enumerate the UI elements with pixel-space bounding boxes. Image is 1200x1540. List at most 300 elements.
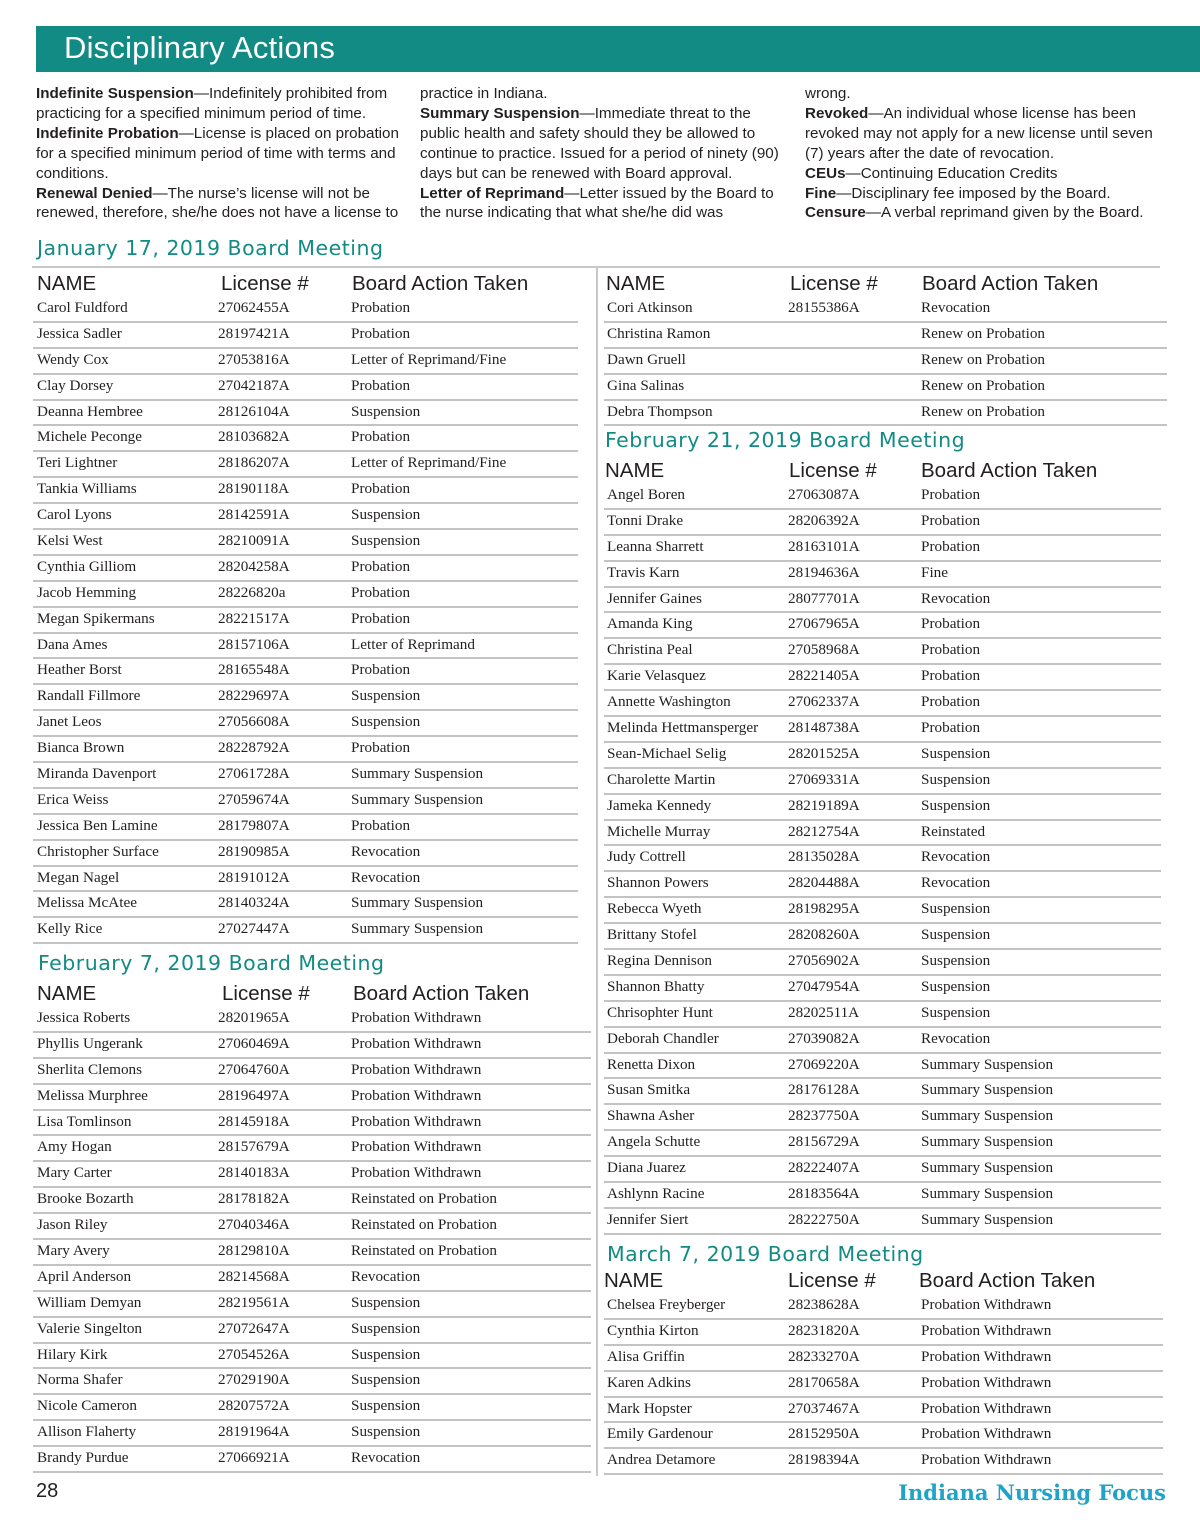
license-cell: 28222407A <box>788 1159 860 1177</box>
action-cell: Suspension <box>921 770 991 788</box>
feb21-column-headers <box>605 459 1160 483</box>
action-cell: Summary Suspension <box>921 1159 1054 1177</box>
action-cell: Summary Suspension <box>921 1133 1054 1151</box>
table-row <box>604 718 1161 744</box>
license-cell: 28204258A <box>218 557 290 575</box>
license-cell: 28198394A <box>788 1451 860 1469</box>
action-cell: Summary Suspension <box>921 1081 1054 1099</box>
definition-term: Revoked <box>805 104 869 122</box>
action-cell: Revocation <box>921 848 991 866</box>
name-cell: Lisa Tomlinson <box>37 1112 132 1130</box>
action-cell: Letter of Reprimand/Fine <box>351 454 507 472</box>
table-row <box>33 1448 591 1474</box>
action-cell: Revocation <box>921 874 991 892</box>
definition-entry <box>420 104 785 184</box>
action-cell: Probation <box>921 641 981 659</box>
definition-term: Indefinite Probation <box>36 124 179 142</box>
name-cell: Phyllis Ungerank <box>37 1034 143 1052</box>
action-cell: Reinstated <box>921 822 986 840</box>
table-row <box>33 1215 591 1241</box>
license-cell: 28157106A <box>218 635 290 653</box>
header-license: License # <box>790 272 878 295</box>
license-cell: 28179807A <box>218 816 290 834</box>
action-cell: Probation <box>921 486 981 503</box>
action-cell: Summary Suspension <box>351 765 484 783</box>
action-cell: Suspension <box>921 977 991 995</box>
name-cell: Susan Smitka <box>607 1081 691 1099</box>
action-cell: Revocation <box>351 842 421 860</box>
action-cell: Summary Suspension <box>351 920 484 938</box>
definition-entry <box>805 84 1170 104</box>
name-cell: Jessica Ben Lamine <box>37 816 158 834</box>
table-row <box>33 479 578 505</box>
header-name: NAME <box>37 272 97 295</box>
name-cell: Nicole Cameron <box>37 1397 137 1415</box>
table-row <box>33 893 578 919</box>
action-cell: Probation <box>351 324 411 342</box>
name-cell: Regina Dennison <box>607 952 713 970</box>
name-cell: Mary Carter <box>37 1164 112 1182</box>
name-cell: Brittany Stofel <box>607 926 697 944</box>
license-cell: 28229697A <box>218 687 290 705</box>
license-cell: 27064760A <box>218 1060 290 1078</box>
license-cell: 27042187A <box>218 376 290 394</box>
action-cell: Renew on Probation <box>921 324 1046 342</box>
license-cell: 28077701A <box>788 589 860 607</box>
table-row <box>33 609 578 635</box>
definition-entry <box>36 124 401 184</box>
action-cell: Probation Withdrawn <box>351 1060 482 1078</box>
action-cell: Revocation <box>921 299 991 316</box>
name-cell: Allison Flaherty <box>37 1423 137 1441</box>
name-cell: Brooke Bozarth <box>37 1190 134 1208</box>
name-cell: Jennifer Siert <box>607 1210 689 1228</box>
table-row <box>604 1210 1161 1236</box>
action-cell: Suspension <box>351 1293 421 1311</box>
definition-text: —A verbal reprimand given by the Board. <box>865 204 1144 222</box>
table-row <box>33 868 578 894</box>
header-license: License # <box>221 272 309 295</box>
license-cell: 28201525A <box>788 744 860 762</box>
name-cell: Tonni Drake <box>607 511 684 529</box>
definition-text: wrong. <box>805 85 851 102</box>
table-row <box>604 1295 1163 1321</box>
table-row <box>33 531 578 557</box>
definition-text: —Letter issued by the Board to the nurse indicating that what she/he did was <box>420 184 774 222</box>
action-cell: Suspension <box>351 402 421 420</box>
definition-entry <box>420 84 785 104</box>
header-name: NAME <box>37 982 97 1005</box>
table-row <box>33 402 578 428</box>
table-row <box>604 1347 1163 1373</box>
table-row <box>604 666 1161 692</box>
name-cell: Mark Hopster <box>607 1399 692 1417</box>
table-row <box>33 1163 591 1189</box>
definition-text: —An individual whose license has been revoked may not apply for a new license until seven (7) years after the date of revocation. <box>805 104 1153 162</box>
definition-entry <box>420 184 785 224</box>
license-cell: 28194636A <box>788 563 860 581</box>
name-cell: Dawn Gruell <box>607 350 686 368</box>
table-row <box>604 1106 1161 1132</box>
name-cell: Hilary Kirk <box>37 1345 108 1363</box>
table-row <box>33 1370 591 1396</box>
table-row <box>604 796 1161 822</box>
name-cell: Diana Juarez <box>607 1159 686 1177</box>
name-cell: Miranda Davenport <box>37 765 157 783</box>
definitions-column-3 <box>805 84 1170 223</box>
table-row <box>604 1003 1161 1029</box>
table-row <box>33 635 578 661</box>
name-cell: Brandy Purdue <box>37 1449 129 1467</box>
action-cell: Suspension <box>921 796 991 814</box>
name-cell: Amy Hogan <box>37 1138 112 1156</box>
action-cell: Probation Withdrawn <box>351 1138 482 1156</box>
license-cell: 28233270A <box>788 1347 860 1365</box>
license-cell: 28197421A <box>218 324 290 342</box>
license-cell: 28231820A <box>788 1321 860 1339</box>
name-cell: Bianca Brown <box>37 739 125 757</box>
table-row <box>604 1055 1161 1081</box>
header-action: Board Action Taken <box>919 1269 1096 1292</box>
table-row <box>33 583 578 609</box>
name-cell: Jessica Roberts <box>37 1009 131 1026</box>
table-row <box>33 764 578 790</box>
action-cell: Reinstated on Probation <box>351 1242 497 1260</box>
table-row <box>33 790 578 816</box>
action-cell: Revocation <box>351 1267 421 1285</box>
table-row <box>33 1293 591 1319</box>
table-row <box>33 712 578 738</box>
name-cell: Tankia Williams <box>37 480 137 498</box>
action-cell: Probation <box>351 609 411 627</box>
action-cell: Suspension <box>351 532 421 550</box>
action-cell: Letter of Reprimand/Fine <box>351 350 507 368</box>
name-cell: Megan Nagel <box>37 868 120 886</box>
table-row <box>33 376 578 402</box>
table-row <box>33 1034 591 1060</box>
table-row <box>604 324 1167 350</box>
license-cell: 28156729A <box>788 1133 860 1151</box>
definitions-column-2 <box>420 84 785 223</box>
license-cell: 28208260A <box>788 926 860 944</box>
name-cell: Christopher Surface <box>37 842 159 860</box>
action-cell: Probation Withdrawn <box>921 1451 1052 1469</box>
name-cell: Shawna Asher <box>607 1107 695 1125</box>
name-cell: Norma Shafer <box>37 1371 123 1389</box>
action-cell: Probation <box>351 557 411 575</box>
name-cell: Shannon Bhatty <box>607 977 705 995</box>
definition-entry <box>36 84 401 124</box>
action-cell: Probation Withdrawn <box>351 1086 482 1104</box>
definition-term: Renewal Denied <box>36 184 153 202</box>
license-cell: 28201965A <box>218 1009 290 1026</box>
license-cell: 28165548A <box>218 661 290 679</box>
definition-text: —Disciplinary fee imposed by the Board. <box>836 184 1111 202</box>
name-cell: Megan Spikermans <box>37 609 155 627</box>
name-cell: Teri Lightner <box>37 454 118 472</box>
license-cell: 27061728A <box>218 765 290 783</box>
header-action: Board Action Taken <box>352 272 529 295</box>
license-cell: 28198295A <box>788 900 860 918</box>
table-row <box>33 1396 591 1422</box>
definition-text: —Continuing Education Credits <box>845 164 1058 182</box>
license-cell: 27037467A <box>788 1399 860 1417</box>
table-row <box>604 511 1161 537</box>
license-cell: 28214568A <box>218 1267 290 1285</box>
definition-entry <box>805 184 1170 204</box>
license-cell: 28176128A <box>788 1081 860 1099</box>
table-row <box>33 1060 591 1086</box>
name-cell: Amanda King <box>607 615 693 633</box>
license-cell: 28210091A <box>218 532 290 550</box>
name-cell: Jessica Sadler <box>37 324 122 342</box>
license-cell: 28145918A <box>218 1112 290 1130</box>
name-cell: Chelsea Freyberger <box>607 1296 726 1313</box>
action-cell: Suspension <box>351 1319 421 1337</box>
license-cell: 28222750A <box>788 1210 860 1228</box>
license-cell: 28228792A <box>218 739 290 757</box>
name-cell: Heather Borst <box>37 661 122 679</box>
license-cell: 28226820a <box>218 583 286 601</box>
header-license: License # <box>788 1269 876 1292</box>
action-cell: Renew on Probation <box>921 350 1046 368</box>
license-cell: 27062455A <box>218 299 290 316</box>
license-cell: 28221405A <box>788 667 860 685</box>
name-cell: Sherlita Clemons <box>37 1060 143 1078</box>
name-cell: Travis Karn <box>607 563 680 581</box>
feb21-table <box>604 485 1161 1236</box>
header-name: NAME <box>604 1269 664 1292</box>
name-cell: Christina Peal <box>607 641 693 659</box>
action-cell: Summary Suspension <box>921 1055 1054 1073</box>
table-row <box>604 847 1161 873</box>
name-cell: Judy Cottrell <box>607 848 686 866</box>
action-cell: Suspension <box>921 952 991 970</box>
table-row <box>604 485 1161 511</box>
mar7-column-headers <box>604 1269 1159 1293</box>
table-row <box>33 1086 591 1112</box>
header-license: License # <box>789 459 877 482</box>
license-cell: 27072647A <box>218 1319 290 1337</box>
definition-term: Indefinite Suspension <box>36 85 194 102</box>
action-cell: Probation <box>921 511 981 529</box>
table-row <box>604 537 1161 563</box>
definition-text: —The nurse’s license will not be renewed, therefore, she/he does not have a license to <box>36 184 399 222</box>
table-row <box>33 1137 591 1163</box>
feb7-table <box>33 1008 591 1474</box>
name-cell: Mary Avery <box>37 1242 110 1260</box>
table-row <box>604 1132 1161 1158</box>
name-cell: Chrisophter Hunt <box>607 1003 713 1021</box>
table-row <box>604 1321 1163 1347</box>
definition-entry <box>805 104 1170 164</box>
action-cell: Suspension <box>921 900 991 918</box>
license-cell: 27056608A <box>218 713 290 731</box>
action-cell: Summary Suspension <box>351 790 484 808</box>
definition-entry <box>805 164 1170 184</box>
action-cell: Reinstated on Probation <box>351 1216 497 1234</box>
section-banner <box>36 26 1200 72</box>
action-cell: Suspension <box>351 1371 421 1389</box>
action-cell: Suspension <box>921 926 991 944</box>
name-cell: Jennifer Gaines <box>607 589 702 607</box>
table-row <box>33 324 578 350</box>
page-title: Disciplinary Actions <box>64 30 336 65</box>
table-row <box>33 660 578 686</box>
license-cell: 27053816A <box>218 350 290 368</box>
name-cell: Michele Peconge <box>37 428 143 446</box>
license-cell: 28204488A <box>788 874 860 892</box>
license-cell: 28237750A <box>788 1107 860 1125</box>
name-cell: Gina Salinas <box>607 376 685 394</box>
table-row <box>604 770 1161 796</box>
name-cell: Karie Velasquez <box>607 667 706 685</box>
name-cell: Angel Boren <box>607 486 686 503</box>
action-cell: Probation <box>351 661 411 679</box>
name-cell: Wendy Cox <box>37 350 109 368</box>
name-cell: Christina Ramon <box>607 324 711 342</box>
name-cell: Dana Ames <box>37 635 108 653</box>
action-cell: Letter of Reprimand <box>351 635 475 653</box>
table-row <box>33 1267 591 1293</box>
table-row <box>33 1345 591 1371</box>
action-cell: Probation <box>921 615 981 633</box>
license-cell: 28221517A <box>218 609 290 627</box>
name-cell: Angela Schutte <box>607 1133 701 1151</box>
table-row <box>33 350 578 376</box>
table-row <box>604 640 1161 666</box>
table-row <box>604 951 1161 977</box>
header-action: Board Action Taken <box>922 272 1099 295</box>
action-cell: Suspension <box>351 713 421 731</box>
name-cell: Jameka Kennedy <box>607 796 712 814</box>
name-cell: Shannon Powers <box>607 874 709 892</box>
action-cell: Probation <box>351 739 411 757</box>
column-divider <box>596 266 598 1476</box>
name-cell: Kelly Rice <box>37 920 103 938</box>
header-license: License # <box>222 982 310 1005</box>
table-row <box>604 298 1167 324</box>
license-cell: 27040346A <box>218 1216 290 1234</box>
action-cell: Revocation <box>921 1029 991 1047</box>
license-cell: 27039082A <box>788 1029 860 1047</box>
license-cell: 28202511A <box>788 1003 860 1021</box>
table-row <box>604 563 1161 589</box>
definition-text: —License is placed on probation for a specified minimum period of time with terms and conditions. <box>36 124 399 182</box>
table-row <box>33 1112 591 1138</box>
name-cell: Carol Fuldford <box>37 299 128 316</box>
table-row <box>604 1029 1161 1055</box>
action-cell: Probation Withdrawn <box>921 1399 1052 1417</box>
jan17-right-table <box>604 298 1167 427</box>
action-cell: Renew on Probation <box>921 376 1046 394</box>
table-row <box>604 899 1161 925</box>
action-cell: Probation Withdrawn <box>921 1425 1052 1443</box>
jan17-meeting-heading: January 17, 2019 Board Meeting <box>37 236 384 260</box>
license-cell: 28135028A <box>788 848 860 866</box>
name-cell: Renetta Dixon <box>607 1055 696 1073</box>
license-cell: 27029190A <box>218 1371 290 1389</box>
license-cell: 28129810A <box>218 1242 290 1260</box>
license-cell: 28170658A <box>788 1373 860 1391</box>
name-cell: Charolette Martin <box>607 770 716 788</box>
action-cell: Probation <box>351 376 411 394</box>
table-row <box>33 1241 591 1267</box>
license-cell: 27060469A <box>218 1034 290 1052</box>
table-row <box>604 977 1161 1003</box>
table-row <box>604 589 1161 615</box>
license-cell: 28207572A <box>218 1397 290 1415</box>
definition-term: CEUs <box>805 164 846 182</box>
name-cell: Karen Adkins <box>607 1373 691 1391</box>
table-row <box>604 376 1167 402</box>
name-cell: Kelsi West <box>37 532 103 550</box>
action-cell: Probation <box>351 583 411 601</box>
feb21-meeting-heading: February 21, 2019 Board Meeting <box>605 428 966 452</box>
table-row <box>33 842 578 868</box>
name-cell: April Anderson <box>37 1267 132 1285</box>
name-cell: Michelle Murray <box>607 822 711 840</box>
license-cell: 28191012A <box>218 868 290 886</box>
mar7-table <box>604 1295 1163 1476</box>
action-cell: Suspension <box>921 1003 991 1021</box>
table-row <box>33 816 578 842</box>
table-row <box>33 686 578 712</box>
action-cell: Probation <box>921 719 981 737</box>
action-cell: Probation Withdrawn <box>921 1347 1052 1365</box>
action-cell: Summary Suspension <box>921 1185 1054 1203</box>
header-name: NAME <box>606 272 666 295</box>
action-cell: Probation Withdrawn <box>351 1034 482 1052</box>
name-cell: Melinda Hettmansperger <box>607 719 759 737</box>
header-action: Board Action Taken <box>353 982 530 1005</box>
action-cell: Suspension <box>351 1423 421 1441</box>
action-cell: Probation <box>351 480 411 498</box>
name-cell: Erica Weiss <box>37 790 109 808</box>
name-cell: Melissa Murphree <box>37 1086 148 1104</box>
action-cell: Probation Withdrawn <box>351 1164 482 1182</box>
action-cell: Probation Withdrawn <box>351 1009 482 1026</box>
feb7-meeting-heading: February 7, 2019 Board Meeting <box>38 951 385 975</box>
table-row <box>33 505 578 531</box>
license-cell: 27063087A <box>788 486 860 503</box>
license-cell: 28142591A <box>218 506 290 524</box>
name-cell: Leanna Sharrett <box>607 537 704 555</box>
table-row <box>604 1080 1161 1106</box>
license-cell: 27069331A <box>788 770 860 788</box>
license-cell: 28140324A <box>218 894 290 912</box>
license-cell: 27056902A <box>788 952 860 970</box>
table-row <box>604 402 1167 428</box>
name-cell: Jacob Hemming <box>37 583 137 601</box>
action-cell: Probation <box>351 299 411 316</box>
license-cell: 28157679A <box>218 1138 290 1156</box>
table-row <box>604 1450 1163 1476</box>
license-cell: 28190118A <box>218 480 290 498</box>
jan17-right-column-headers <box>606 272 1166 296</box>
name-cell: Clay Dorsey <box>37 376 114 394</box>
table-row <box>604 925 1161 951</box>
license-cell: 28155386A <box>788 299 860 316</box>
page-number: 28 <box>36 1480 59 1502</box>
action-cell: Summary Suspension <box>351 894 484 912</box>
license-cell: 27059674A <box>218 790 290 808</box>
name-cell: Cynthia Gilliom <box>37 557 137 575</box>
name-cell: Andrea Detamore <box>607 1451 716 1469</box>
license-cell: 28219189A <box>788 796 860 814</box>
action-cell: Fine <box>921 563 949 581</box>
name-cell: Alisa Griffin <box>607 1347 685 1365</box>
